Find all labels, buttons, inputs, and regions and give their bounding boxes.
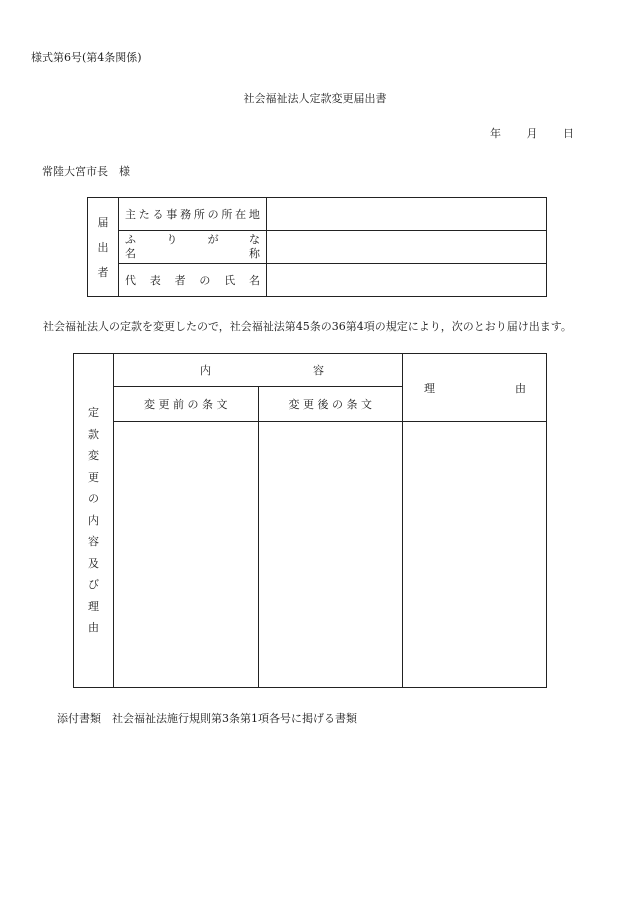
content-header: 内 容 (114, 354, 403, 387)
addressee: 常陸大宮市長 様 (42, 165, 130, 178)
side-char: 出 (97, 240, 109, 254)
side-char: 者 (97, 265, 109, 279)
office-address-label: 主 た る 事 務 所 の 所 在 地 (119, 198, 267, 231)
representative-field[interactable] (267, 264, 547, 297)
change-table (73, 353, 547, 688)
before-text-field[interactable] (114, 422, 259, 688)
name-field[interactable] (267, 231, 547, 264)
reason-header: 理 由 (403, 354, 547, 422)
document-title: 社会福祉法人定款変更届出書 (243, 92, 387, 105)
org-name-label: 名 称 (125, 247, 260, 260)
form-number: 様式第6号(第4条関係) (31, 51, 142, 64)
change-side-label: 定 款 変 更 の 内 容 及 び 理 由 (74, 354, 114, 688)
furigana-label: ふ り が な (125, 233, 260, 246)
date-line (454, 125, 574, 141)
date-month-label: 月 (526, 127, 538, 140)
date-year-label: 年 (490, 127, 501, 140)
office-address-field[interactable] (267, 198, 547, 231)
before-header: 変 更 前 の 条 文 (114, 387, 259, 422)
attachment-note: 添付書類 社会福祉法施行規則第3条第1項各号に掲げる書類 (57, 712, 357, 725)
representative-label: 代 表 者 の 氏 名 (119, 264, 267, 297)
applicant-side-label (88, 198, 119, 297)
side-char: 届 (97, 215, 109, 229)
after-text-field[interactable] (258, 422, 403, 688)
reason-text-field[interactable] (403, 422, 547, 688)
date-day-label: 日 (563, 127, 574, 140)
statement-text: 社会福祉法人の定款を変更したので，社会福祉法第45条の36第4項の規定により，次のとおり届け出ます。 (43, 320, 572, 333)
name-label (119, 231, 267, 264)
after-header: 変 更 後 の 条 文 (258, 387, 403, 422)
applicant-table (87, 197, 547, 297)
